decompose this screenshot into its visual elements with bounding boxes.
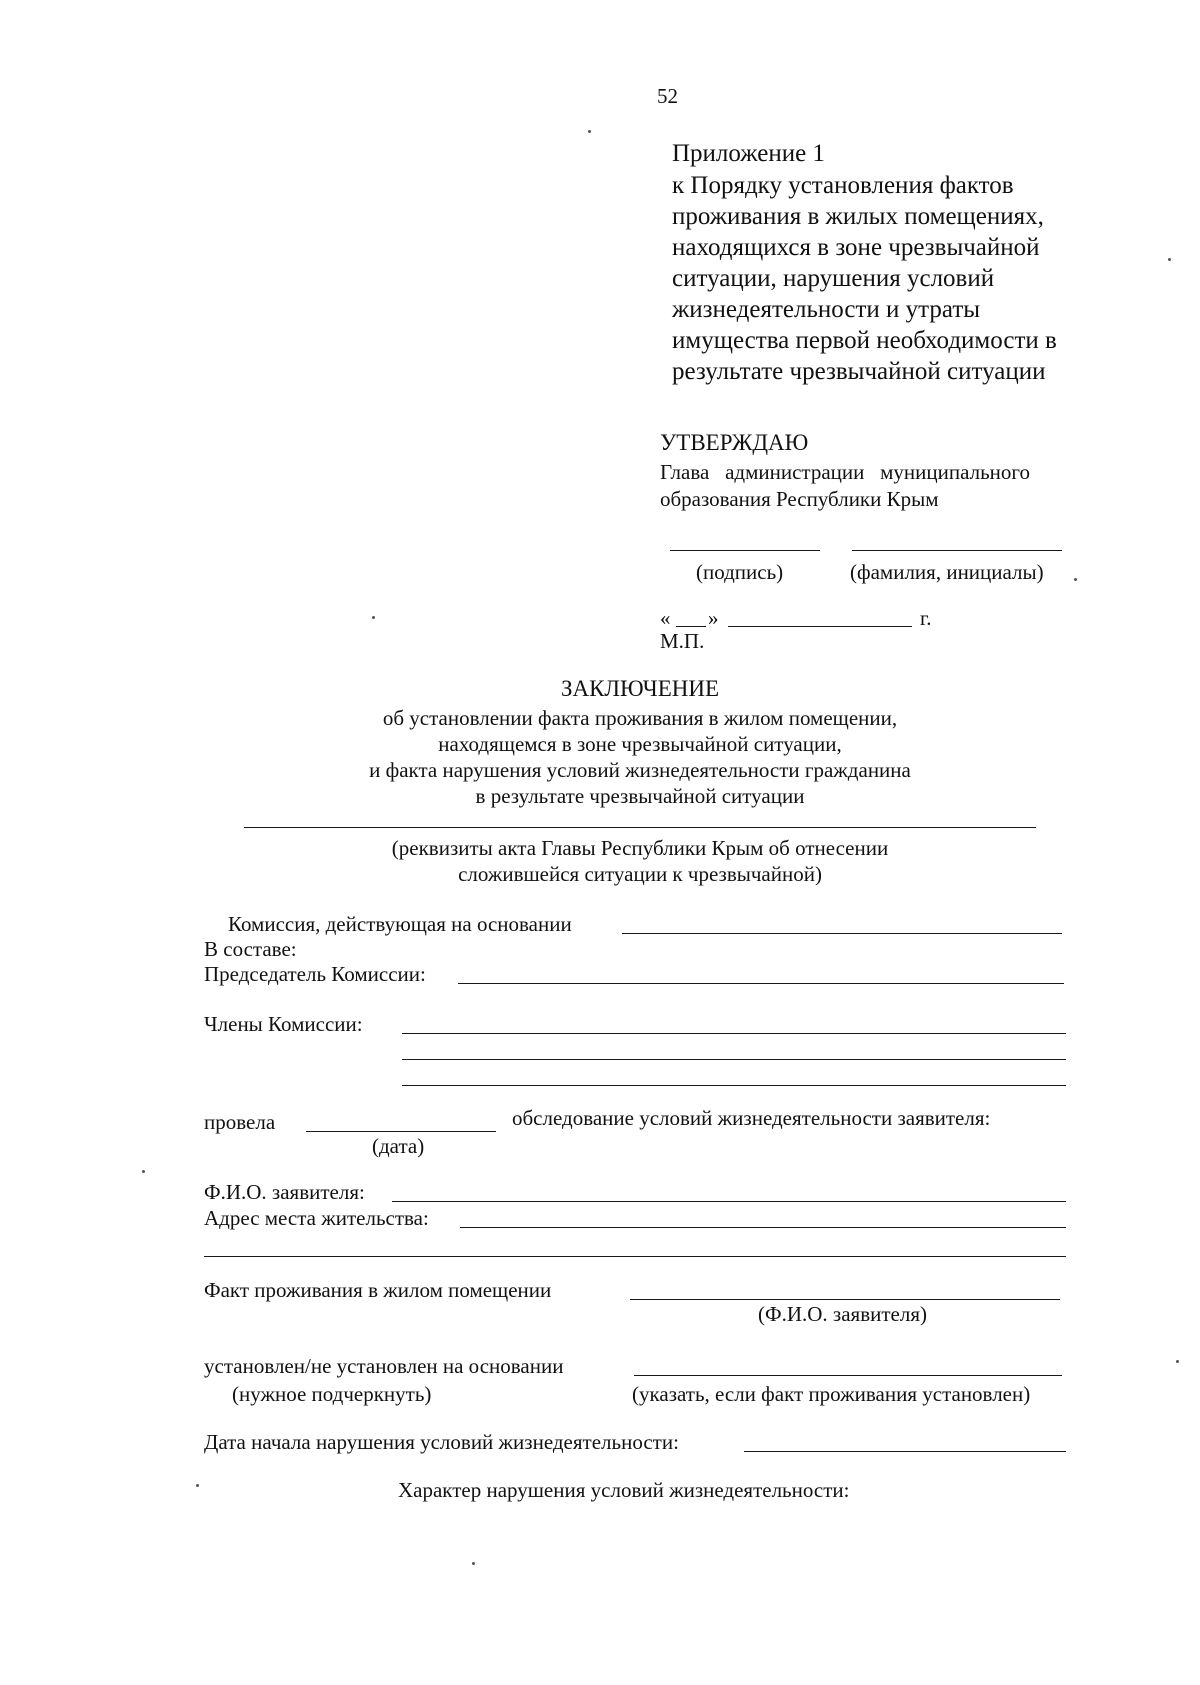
conducted-label: провела [204,1110,276,1134]
scan-speck [1074,578,1077,581]
underline-hint: (нужное подчеркнуть) [232,1382,432,1406]
appendix-line: имущества первой необходимости в [672,327,1057,354]
composition-label: В составе: [204,937,297,961]
residence-fact-label: Факт проживания в жилом помещении [204,1278,552,1302]
scan-speck [372,616,375,619]
appendix-line: ситуации, нарушения условий [672,265,995,292]
appendix-line: жизнедеятельности и утраты [672,296,981,323]
residence-fact-field[interactable] [630,1299,1060,1300]
scan-speck [142,1170,145,1173]
act-caption: сложившейся ситуации к чрезвычайной) [458,862,822,886]
signature-line[interactable] [670,550,820,551]
approval-line: образования Республики Крым [660,487,939,511]
conclusion-line: и факта нарушения условий жизнедеятельности гражданина [369,758,911,782]
conclusion-line: находящемся в зоне чрезвычайной ситуации, [438,732,842,756]
violation-start-field[interactable] [744,1451,1066,1452]
commission-basis-label: Комиссия, действующая на основании [228,912,572,936]
name-caption: (фамилия, инициалы) [850,560,1044,584]
page-number: 52 [657,84,678,108]
member-field-2[interactable] [402,1059,1066,1060]
conclusion-line: в результате чрезвычайной ситуации [475,784,805,808]
appendix-line: результате чрезвычайной ситуации [672,358,1046,385]
survey-date-field[interactable] [306,1131,496,1132]
approval-heading: УТВЕРЖДАЮ [660,430,809,455]
chairman-label: Председатель Комиссии: [204,962,426,986]
signature-caption: (подпись) [696,560,784,584]
scan-speck [472,1562,475,1565]
year-suffix: г. [920,606,932,630]
applicant-name-field[interactable] [392,1201,1066,1202]
stamp-place: М.П. [660,629,705,653]
conclusion-title: ЗАКЛЮЧЕНИЕ [560,676,720,701]
appendix-title: Приложение 1 [672,140,825,167]
commission-basis-field[interactable] [622,933,1062,934]
scan-speck [196,1484,199,1487]
members-label: Члены Комиссии: [204,1012,363,1036]
basis-caption: (указать, если факт проживания установлен) [632,1382,1031,1406]
act-caption: (реквизиты акта Главы Республики Крым об отнесении [391,836,889,860]
member-field-1[interactable] [402,1033,1066,1034]
month-line[interactable] [728,626,912,627]
survey-label: обследование условий жизнедеятельности заявителя: [512,1106,991,1130]
name-line[interactable] [852,550,1062,551]
scan-speck [1176,1360,1179,1363]
violation-start-label: Дата начала нарушения условий жизнедеятельности: [204,1430,679,1454]
appendix-line: проживания в жилых помещениях, [672,203,1044,230]
violation-nature-label: Характер нарушения условий жизнедеятельности: [398,1478,850,1502]
appendix-line: к Порядку установления фактов [672,172,1014,199]
act-details-line[interactable] [244,827,1036,828]
scan-speck [1168,258,1171,261]
member-field-3[interactable] [402,1085,1066,1086]
established-label: установлен/не установлен на основании [204,1354,564,1378]
date-open-quote: « [660,606,671,630]
date-close-quote: » [708,606,719,630]
address-field-continued[interactable] [204,1256,1066,1257]
applicant-name-label: Ф.И.О. заявителя: [204,1180,365,1204]
conclusion-line: об установлении факта проживания в жилом помещении, [382,706,898,730]
date-caption: (дата) [372,1134,425,1158]
approval-line: Глава администрации муниципального [660,460,1030,484]
day-line[interactable] [676,626,706,627]
applicant-caption: (Ф.И.О. заявителя) [758,1302,927,1326]
scan-speck [588,130,591,133]
established-basis-field[interactable] [634,1375,1062,1376]
address-label: Адрес места жительства: [204,1206,429,1230]
address-field[interactable] [460,1227,1066,1228]
appendix-line: находящихся в зоне чрезвычайной [672,234,1040,261]
chairman-field[interactable] [458,983,1064,984]
